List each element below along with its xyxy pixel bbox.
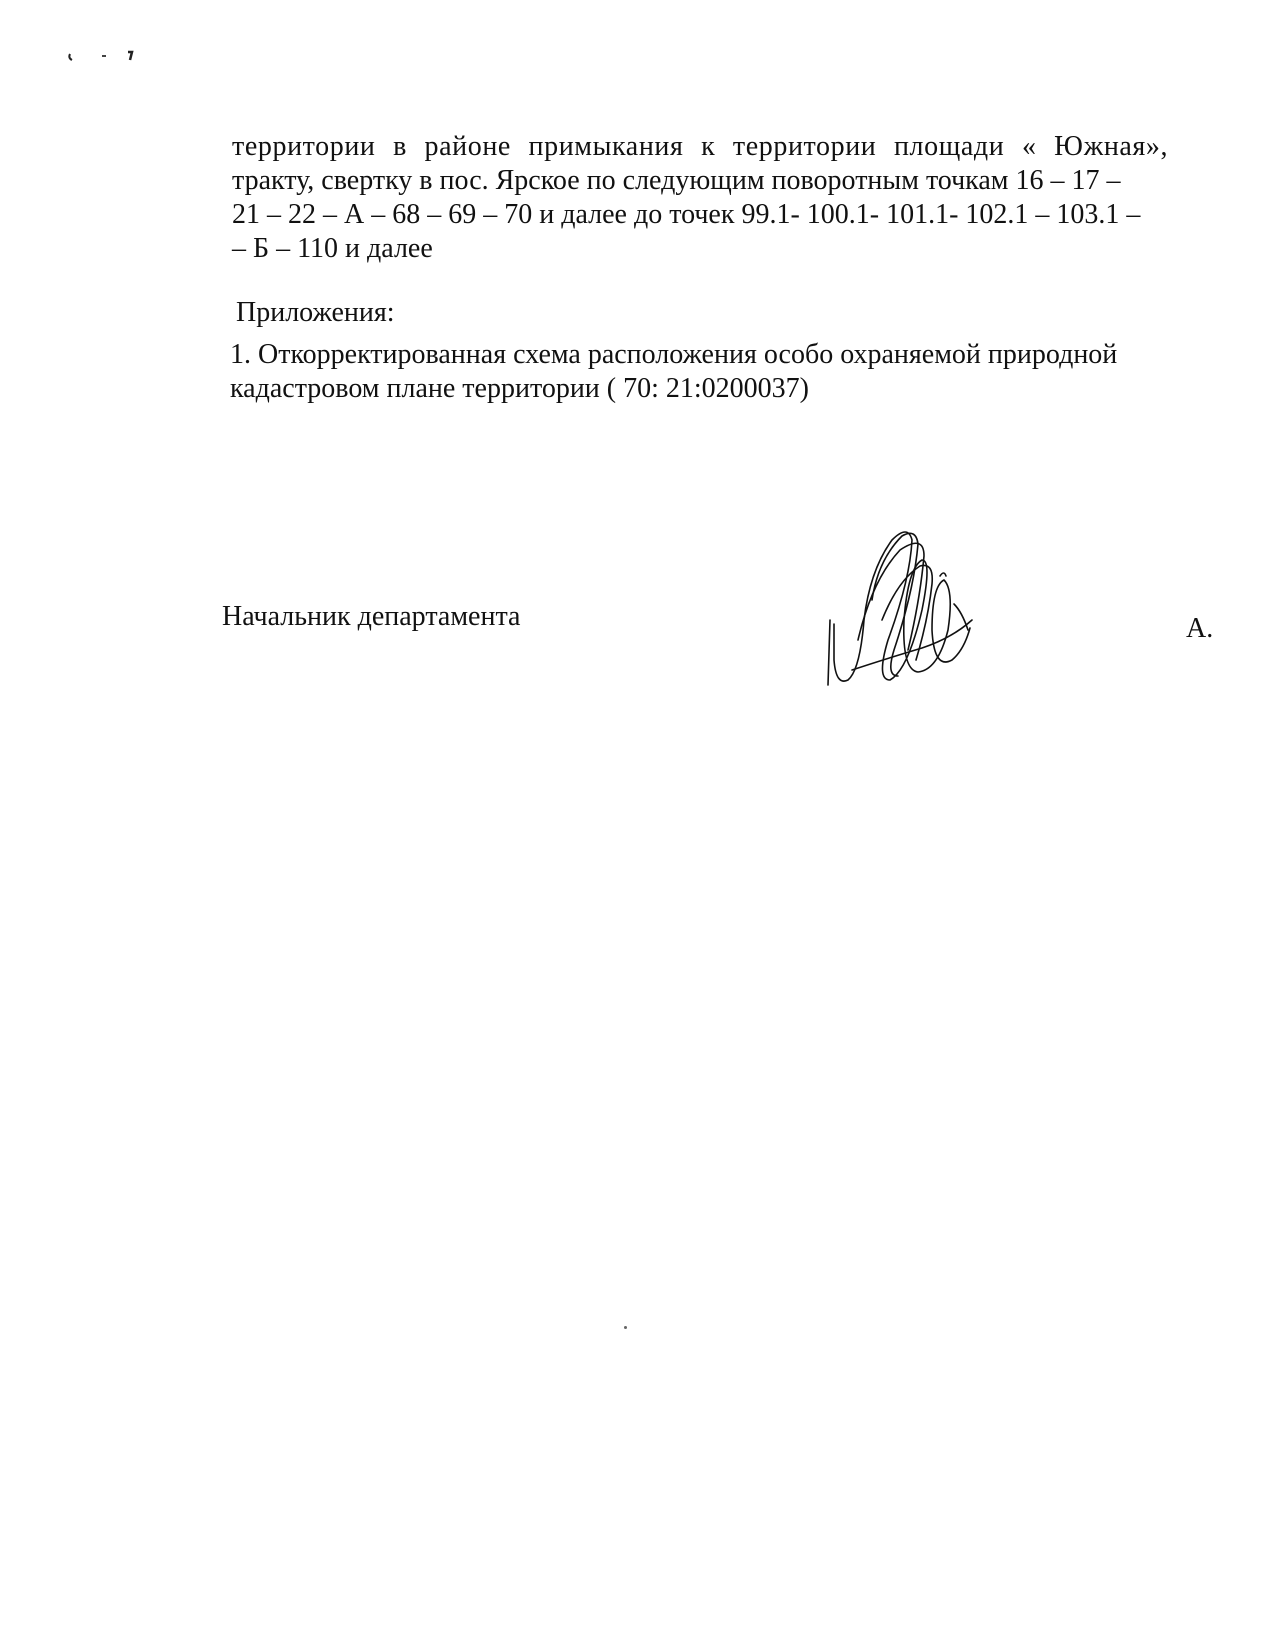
scan-speck <box>624 1326 627 1329</box>
signatory-title: Начальник департамента <box>222 601 521 632</box>
body-paragraph <box>232 130 1275 266</box>
scan-artifact-marks <box>66 46 146 66</box>
paragraph-line: – Б – 110 и далее <box>232 233 433 264</box>
appendix-heading: Приложения: <box>236 297 395 328</box>
signer-name-initial: А. <box>1186 613 1214 644</box>
appendix-item-line: 1. Откорректированная схема расположения особо охраняемой природной <box>230 339 1118 370</box>
paragraph-line: территории в районе примыкания к территории площади « Южная», <box>232 131 1169 162</box>
handwritten-signature <box>812 520 982 695</box>
paragraph-line: 21 – 22 – А – 68 – 69 – 70 и далее до точек 99.1- 100.1- 101.1- 102.1 – 103.1 – <box>232 199 1141 230</box>
appendix-item-line: кадастровом плане территории ( 70: 21:0200037) <box>230 373 809 404</box>
appendix-item <box>230 338 1275 406</box>
paragraph-line: тракту, свертку в пос. Ярское по следующим поворотным точкам 16 – 17 – <box>232 165 1121 196</box>
